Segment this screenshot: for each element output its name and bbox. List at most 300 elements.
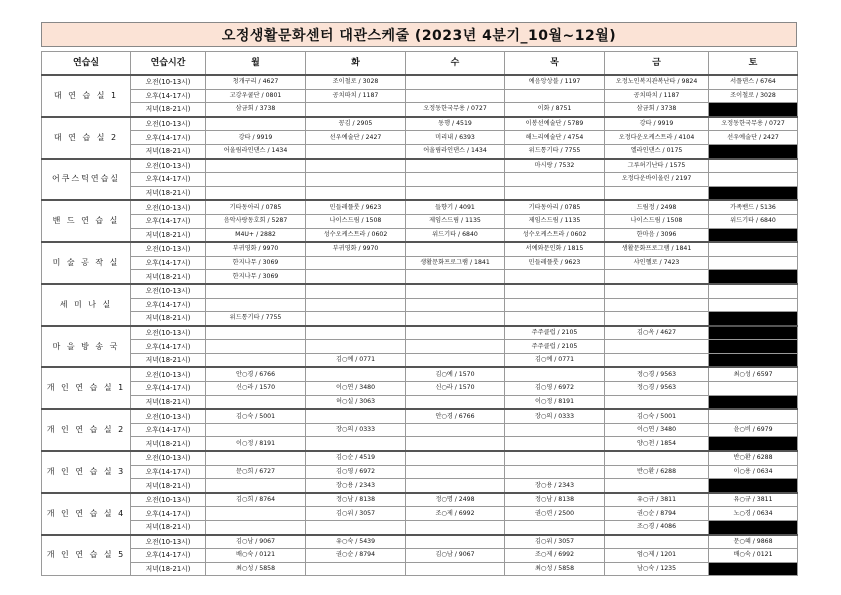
table-row [42, 465, 798, 479]
table-row [42, 103, 798, 117]
booking-cell: 공치따치 / 1187 [306, 89, 406, 103]
booking-cell: 서예와문인화 / 1815 [505, 242, 605, 256]
booking-cell: 주주클럽 / 2105 [505, 340, 605, 354]
time-slot: 오전(10-13시) [131, 75, 206, 89]
time-slot: 저녁(18-21시) [131, 479, 206, 493]
time-slot: 오후(14-17시) [131, 131, 206, 145]
table-row [42, 437, 798, 451]
schedule-table [41, 51, 798, 576]
room-name: 대 연 습 실 2 [42, 117, 131, 159]
empty-cell [406, 186, 505, 200]
table-row [42, 186, 798, 200]
empty-cell [406, 423, 505, 437]
booking-cell: 장○의 / 0333 [505, 409, 605, 423]
booking-cell: 주주클럽 / 2105 [505, 326, 605, 340]
booking-cell: 반○환 / 6288 [709, 451, 798, 465]
empty-cell [605, 186, 709, 200]
empty-cell [406, 326, 505, 340]
time-slot: 오전(10-13시) [131, 117, 206, 131]
booking-cell: 샤인헬로 / 7423 [605, 256, 709, 270]
table-row [42, 75, 798, 89]
booking-cell: 조○제 / 6992 [406, 507, 505, 521]
empty-cell [406, 89, 505, 103]
empty-cell [306, 256, 406, 270]
empty-cell [306, 284, 406, 298]
empty-cell [605, 451, 709, 465]
booking-cell: 정○남 / 8138 [306, 493, 406, 507]
empty-cell [709, 242, 798, 256]
room-name: 밴 드 연 습 실 [42, 200, 131, 242]
empty-cell [306, 186, 406, 200]
header-sat: 토 [709, 52, 798, 76]
booking-cell: 오정노인복지관복난타 / 9824 [605, 75, 709, 89]
header-mon: 월 [206, 52, 306, 76]
table-row [42, 89, 798, 103]
table-row [42, 284, 798, 298]
booking-cell: 엄○제 / 1201 [605, 549, 709, 563]
empty-cell [605, 298, 709, 312]
booking-cell: 기타동아리 / 0785 [505, 200, 605, 214]
table-row [42, 228, 798, 242]
booking-cell: 김○예 / 0771 [306, 353, 406, 367]
booking-cell: 정○경 / 9563 [605, 382, 709, 396]
empty-cell [505, 89, 605, 103]
booking-cell: 이○정 / 8191 [206, 437, 306, 451]
booking-cell: 유○규 / 3811 [709, 493, 798, 507]
booking-cell: 권○순 / 8794 [605, 507, 709, 521]
booking-cell: 정○경 / 9563 [605, 367, 709, 381]
room-name: 개 인 연 습 실 2 [42, 409, 131, 451]
booking-cell: 예음앙상블 / 1197 [505, 75, 605, 89]
booking-cell: 김○옥 / 4627 [605, 326, 709, 340]
empty-cell [505, 521, 605, 535]
booking-cell: 노○경 / 0634 [709, 507, 798, 521]
time-slot: 오후(14-17시) [131, 465, 206, 479]
empty-cell [505, 437, 605, 451]
blocked-cell [709, 562, 798, 576]
booking-cell: 정○남 / 8138 [505, 493, 605, 507]
empty-cell [306, 312, 406, 326]
booking-cell: 성수오케스트라 / 0602 [505, 228, 605, 242]
room-name: 대 연 습 실 1 [42, 75, 131, 117]
booking-cell: 남○숙 / 1235 [605, 562, 709, 576]
booking-cell: 최○성 / 5858 [505, 562, 605, 576]
empty-cell [605, 340, 709, 354]
blocked-cell [709, 144, 798, 158]
booking-cell: 양○천 / 1854 [605, 437, 709, 451]
booking-cell: 마시랑 / 7532 [505, 159, 605, 173]
booking-cell: 문○희 / 6727 [206, 465, 306, 479]
time-slot: 오후(14-17시) [131, 382, 206, 396]
booking-cell: 생활문화프로그램 / 1841 [406, 256, 505, 270]
booking-cell: 가족밴드 / 5136 [709, 200, 798, 214]
booking-cell: 이○용 / 0634 [709, 465, 798, 479]
table-row [42, 535, 798, 549]
empty-cell [306, 562, 406, 576]
table-row [42, 270, 798, 284]
empty-cell [206, 479, 306, 493]
time-slot: 오후(14-17시) [131, 340, 206, 354]
booking-cell: 조이철로 / 3028 [306, 75, 406, 89]
booking-cell: 청개구리 / 4627 [206, 75, 306, 89]
empty-cell [306, 367, 406, 381]
empty-cell [306, 340, 406, 354]
booking-cell: 배○숙 / 0121 [206, 549, 306, 563]
booking-cell: 유○규 / 3811 [605, 493, 709, 507]
empty-cell [709, 284, 798, 298]
empty-cell [406, 242, 505, 256]
blocked-cell [709, 186, 798, 200]
empty-cell [709, 409, 798, 423]
booking-cell: 오정동한국무용 / 0727 [406, 103, 505, 117]
booking-cell: 민들레플룻 / 9623 [505, 256, 605, 270]
booking-cell: 민들레플룻 / 9623 [306, 200, 406, 214]
header-tue: 화 [306, 52, 406, 76]
booking-cell: 어울림라인댄스 / 1434 [206, 144, 306, 158]
booking-cell: M4U+ / 2882 [206, 228, 306, 242]
booking-cell: 배○숙 / 0121 [709, 549, 798, 563]
booking-cell: 한지나무 / 3069 [206, 256, 306, 270]
blocked-cell [709, 395, 798, 409]
booking-cell: 안○경 / 6766 [406, 409, 505, 423]
booking-cell: 김○숙 / 5001 [605, 409, 709, 423]
time-slot: 오전(10-13시) [131, 200, 206, 214]
booking-cell: 선우예술단 / 2427 [306, 131, 406, 145]
empty-cell [505, 186, 605, 200]
empty-cell [306, 409, 406, 423]
booking-cell: 오정동한국무용 / 0727 [709, 117, 798, 131]
empty-cell [505, 312, 605, 326]
booking-cell: 장○의 / 0333 [306, 423, 406, 437]
time-slot: 저녁(18-21시) [131, 395, 206, 409]
booking-cell: 김○위 / 3057 [306, 507, 406, 521]
blocked-cell [709, 326, 798, 340]
table-row [42, 326, 798, 340]
table-row [42, 173, 798, 187]
blocked-cell [709, 103, 798, 117]
booking-cell: 김○순 / 4519 [306, 451, 406, 465]
time-slot: 오전(10-13시) [131, 242, 206, 256]
booking-cell: 최○성 / 5858 [206, 562, 306, 576]
empty-cell [406, 451, 505, 465]
booking-cell: 서플댄스 / 6764 [709, 75, 798, 89]
schedule-sheet [41, 22, 797, 576]
booking-cell: 강타 / 9919 [605, 117, 709, 131]
empty-cell [406, 562, 505, 576]
table-row [42, 312, 798, 326]
booking-cell: 부귀영화 / 9970 [206, 242, 306, 256]
empty-cell [505, 270, 605, 284]
empty-cell [406, 173, 505, 187]
booking-cell: 조이철로 / 3028 [709, 89, 798, 103]
booking-cell: 드림정 / 2498 [605, 200, 709, 214]
header-wed: 수 [406, 52, 505, 76]
empty-cell [206, 395, 306, 409]
room-name: 개 인 연 습 실 4 [42, 493, 131, 535]
empty-cell [505, 451, 605, 465]
empty-cell [306, 437, 406, 451]
empty-cell [505, 367, 605, 381]
empty-cell [406, 159, 505, 173]
room-name: 개 인 연 습 실 1 [42, 367, 131, 409]
empty-cell [206, 326, 306, 340]
booking-cell: 이화 / 8751 [505, 103, 605, 117]
booking-cell: 장○용 / 2343 [505, 479, 605, 493]
empty-cell [306, 173, 406, 187]
booking-cell: 생활문화프로그램 / 1841 [605, 242, 709, 256]
empty-cell [709, 173, 798, 187]
booking-cell: 기타동아리 / 0785 [206, 200, 306, 214]
booking-cell: 미리내 / 6393 [406, 131, 505, 145]
empty-cell [206, 159, 306, 173]
booking-cell: 음악사랑동호회 / 5287 [206, 214, 306, 228]
booking-cell: 김○영 / 6972 [505, 382, 605, 396]
booking-cell: 제임스드림 / 1135 [505, 214, 605, 228]
booking-cell: 이봉선예술단 / 5789 [505, 117, 605, 131]
booking-cell: 나이스드림 / 1508 [605, 214, 709, 228]
empty-cell [206, 117, 306, 131]
booking-cell: 김○예 / 0771 [505, 353, 605, 367]
room-name: 개 인 연 습 실 3 [42, 451, 131, 493]
header-time: 연습시간 [131, 52, 206, 76]
time-slot: 저녁(18-21시) [131, 103, 206, 117]
empty-cell [709, 159, 798, 173]
time-slot: 저녁(18-21시) [131, 521, 206, 535]
booking-cell: 김○남 / 9067 [406, 549, 505, 563]
time-slot: 오후(14-17시) [131, 214, 206, 228]
table-row [42, 382, 798, 396]
table-row [42, 256, 798, 270]
time-slot: 저녁(18-21시) [131, 437, 206, 451]
empty-cell [406, 395, 505, 409]
blocked-cell [709, 479, 798, 493]
empty-cell [406, 75, 505, 89]
table-row [42, 117, 798, 131]
empty-cell [406, 270, 505, 284]
booking-cell: 꽁김 / 2905 [306, 117, 406, 131]
booking-cell: 동행 / 4519 [406, 117, 505, 131]
time-slot: 오전(10-13시) [131, 493, 206, 507]
time-slot: 오후(14-17시) [131, 549, 206, 563]
table-row [42, 159, 798, 173]
empty-cell [406, 284, 505, 298]
time-slot: 오후(14-17시) [131, 423, 206, 437]
room-name: 마 을 방 송 국 [42, 326, 131, 368]
blocked-cell [709, 353, 798, 367]
booking-cell: 삼금회 / 3738 [206, 103, 306, 117]
booking-cell: 김○영 / 6972 [306, 465, 406, 479]
booking-cell: 장○용 / 2343 [306, 479, 406, 493]
booking-cell: 그루허기난타 / 1575 [605, 159, 709, 173]
booking-cell: 위드통기타 / 7755 [505, 144, 605, 158]
empty-cell [406, 340, 505, 354]
empty-cell [206, 423, 306, 437]
booking-cell: 나이스드림 / 1508 [306, 214, 406, 228]
blocked-cell [709, 270, 798, 284]
booking-cell: 김○숙 / 5001 [206, 409, 306, 423]
table-row [42, 479, 798, 493]
booking-cell: 조○경 / 4086 [605, 521, 709, 535]
table-row [42, 493, 798, 507]
booking-cell: 부귀영화 / 9970 [306, 242, 406, 256]
booking-cell: 공치따치 / 1187 [605, 89, 709, 103]
booking-cell: 문○혜 / 9868 [709, 535, 798, 549]
booking-cell: 위드기타 / 6840 [709, 214, 798, 228]
empty-cell [206, 451, 306, 465]
table-row [42, 562, 798, 576]
time-slot: 오전(10-13시) [131, 535, 206, 549]
table-row [42, 200, 798, 214]
room-name: 미 술 공 작 실 [42, 242, 131, 284]
booking-cell: 오정다운오케스트라 / 4104 [605, 131, 709, 145]
booking-cell: 김○위 / 3057 [505, 535, 605, 549]
time-slot: 오후(14-17시) [131, 173, 206, 187]
empty-cell [709, 298, 798, 312]
booking-cell: 신○라 / 1570 [406, 382, 505, 396]
empty-cell [206, 284, 306, 298]
time-slot: 오후(14-17시) [131, 298, 206, 312]
booking-cell: 최○성 / 6597 [709, 367, 798, 381]
booking-cell: 김○남 / 9067 [206, 535, 306, 549]
time-slot: 오전(10-13시) [131, 451, 206, 465]
table-row [42, 423, 798, 437]
empty-cell [406, 298, 505, 312]
empty-cell [605, 535, 709, 549]
table-row [42, 367, 798, 381]
booking-cell: 위드기타 / 6840 [406, 228, 505, 242]
booking-cell: 해느리예술단 / 4754 [505, 131, 605, 145]
booking-cell: 성수오케스트라 / 0602 [306, 228, 406, 242]
booking-cell: 오정다운바이올린 / 2197 [605, 173, 709, 187]
blocked-cell [709, 228, 798, 242]
time-slot: 저녁(18-21시) [131, 562, 206, 576]
empty-cell [206, 298, 306, 312]
booking-cell: 이○연 / 3480 [605, 423, 709, 437]
booking-cell: 이○연 / 3480 [306, 382, 406, 396]
time-slot: 저녁(18-21시) [131, 228, 206, 242]
empty-cell [605, 312, 709, 326]
empty-cell [206, 507, 306, 521]
table-row [42, 131, 798, 145]
booking-cell: 김○희 / 8764 [206, 493, 306, 507]
schedule-body [42, 75, 798, 576]
table-row [42, 144, 798, 158]
booking-cell: 선우예술단 / 2427 [709, 131, 798, 145]
booking-cell: 안○경 / 6766 [206, 367, 306, 381]
empty-cell [605, 284, 709, 298]
table-row [42, 409, 798, 423]
table-row [42, 521, 798, 535]
time-slot: 오전(10-13시) [131, 409, 206, 423]
booking-cell: 위드통기타 / 7755 [206, 312, 306, 326]
booking-cell: 이○정 / 8191 [505, 395, 605, 409]
empty-cell [505, 284, 605, 298]
empty-cell [306, 270, 406, 284]
blocked-cell [709, 340, 798, 354]
booking-cell: 한지나무 / 3069 [206, 270, 306, 284]
time-slot: 저녁(18-21시) [131, 270, 206, 284]
blocked-cell [709, 521, 798, 535]
time-slot: 오후(14-17시) [131, 89, 206, 103]
time-slot: 오후(14-17시) [131, 507, 206, 521]
booking-cell: 들향기 / 4091 [406, 200, 505, 214]
time-slot: 오전(10-13시) [131, 367, 206, 381]
empty-cell [505, 465, 605, 479]
page-title: 오정생활문화센터 대관스케줄 (2023년 4분기_10월~12월) [41, 22, 797, 47]
empty-cell [709, 382, 798, 396]
empty-cell [605, 479, 709, 493]
table-row [42, 549, 798, 563]
table-row [42, 298, 798, 312]
empty-cell [206, 353, 306, 367]
booking-cell: 윤○비 / 6979 [709, 423, 798, 437]
empty-cell [406, 465, 505, 479]
booking-cell: 고강우쿨단 / 0801 [206, 89, 306, 103]
empty-cell [306, 298, 406, 312]
empty-cell [206, 521, 306, 535]
table-row [42, 451, 798, 465]
empty-cell [206, 340, 306, 354]
booking-cell: 삼금회 / 3738 [605, 103, 709, 117]
empty-cell [306, 159, 406, 173]
empty-cell [505, 423, 605, 437]
time-slot: 저녁(18-21시) [131, 144, 206, 158]
time-slot: 저녁(18-21시) [131, 186, 206, 200]
empty-cell [605, 353, 709, 367]
booking-cell: 허○실 / 3063 [306, 395, 406, 409]
empty-cell [406, 535, 505, 549]
table-row [42, 395, 798, 409]
time-slot: 오전(10-13시) [131, 326, 206, 340]
table-row [42, 353, 798, 367]
empty-cell [709, 256, 798, 270]
empty-cell [206, 173, 306, 187]
empty-cell [206, 186, 306, 200]
table-row [42, 242, 798, 256]
room-name: 어쿠스틱연습실 [42, 159, 131, 201]
blocked-cell [709, 437, 798, 451]
booking-cell: 신○라 / 1570 [206, 382, 306, 396]
time-slot: 저녁(18-21시) [131, 353, 206, 367]
booking-cell: 정○명 / 2498 [406, 493, 505, 507]
booking-cell: 권○련 / 2500 [505, 507, 605, 521]
header-row [42, 52, 798, 76]
empty-cell [306, 103, 406, 117]
time-slot: 오전(10-13시) [131, 159, 206, 173]
booking-cell: 어울림라인댄스 / 1434 [406, 144, 505, 158]
empty-cell [406, 479, 505, 493]
booking-cell: 제임스드림 / 1135 [406, 214, 505, 228]
empty-cell [406, 437, 505, 451]
time-slot: 저녁(18-21시) [131, 312, 206, 326]
empty-cell [406, 353, 505, 367]
empty-cell [605, 395, 709, 409]
time-slot: 오후(14-17시) [131, 256, 206, 270]
room-name: 개 인 연 습 실 5 [42, 535, 131, 576]
empty-cell [605, 270, 709, 284]
booking-cell: 유○숙 / 5439 [306, 535, 406, 549]
booking-cell: 한마음 / 3096 [605, 228, 709, 242]
empty-cell [306, 521, 406, 535]
empty-cell [505, 173, 605, 187]
booking-cell: 조○제 / 6992 [505, 549, 605, 563]
empty-cell [505, 298, 605, 312]
booking-cell: 강타 / 9919 [206, 131, 306, 145]
table-row [42, 340, 798, 354]
empty-cell [406, 312, 505, 326]
booking-cell: 권○순 / 8794 [306, 549, 406, 563]
booking-cell: 김○예 / 1570 [406, 367, 505, 381]
